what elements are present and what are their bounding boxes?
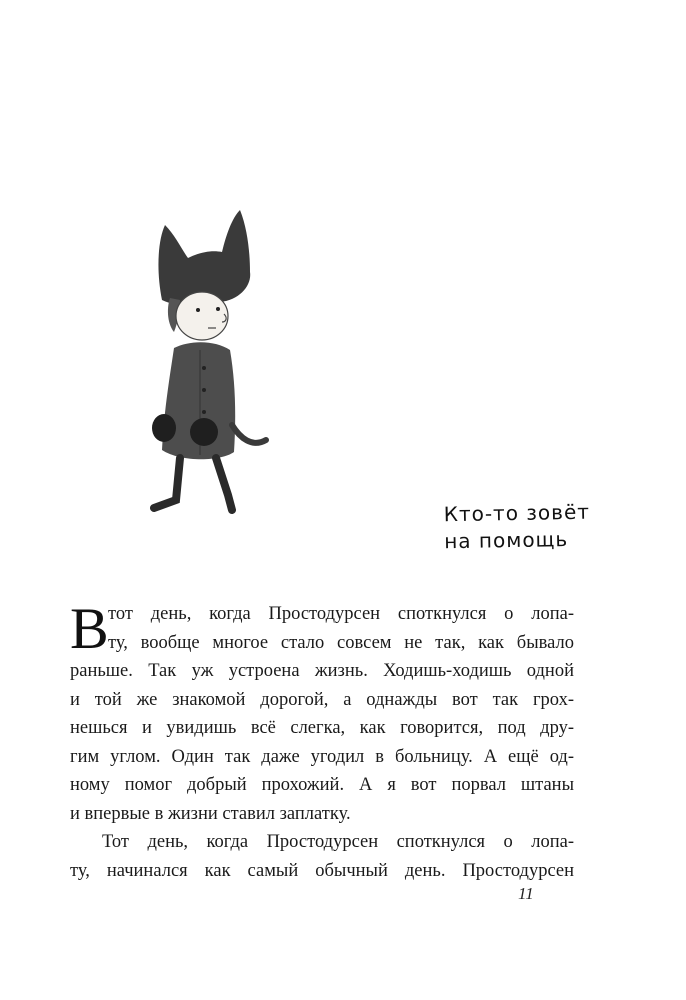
text-line: раньше. Так уж устроена жизнь. Ходишь-ходишь одной xyxy=(70,661,574,681)
body-text xyxy=(70,596,574,885)
text-line: тот день, когда Простодурсен споткнулся о лопа- xyxy=(108,604,574,624)
text-line: нешься и увидишь всё слегка, как говорится, под дру- xyxy=(70,718,574,738)
drop-cap: В xyxy=(70,596,109,661)
paragraph-2 xyxy=(70,828,574,885)
text-line: ту, начинался как самый обычный день. Простодурсен xyxy=(70,860,574,881)
page-number: 11 xyxy=(518,884,534,903)
text-line: ному помог добрый прохожий. А я вот порвал штаны xyxy=(70,775,574,795)
chapter-title xyxy=(443,499,591,555)
text-line: ту, вообще многое стало совсем не так, как бывало xyxy=(108,632,574,653)
chapter-title-line-2: на помощь xyxy=(444,527,569,554)
character-illustration xyxy=(140,200,280,520)
paragraph-1 xyxy=(70,596,574,828)
text-line: и впервые в жизни ставил заплатку. xyxy=(70,803,351,824)
chapter-title-line-1: Кто-то зовёт xyxy=(443,499,591,527)
text-line: Тот день, когда Простодурсен споткнулся о лопа- xyxy=(102,832,574,852)
text-line: и той же знакомой дорогой, а однажды вот так грох- xyxy=(70,689,574,710)
text-line: гим углом. Один так даже угодил в больницу. А ещё од- xyxy=(70,746,574,767)
